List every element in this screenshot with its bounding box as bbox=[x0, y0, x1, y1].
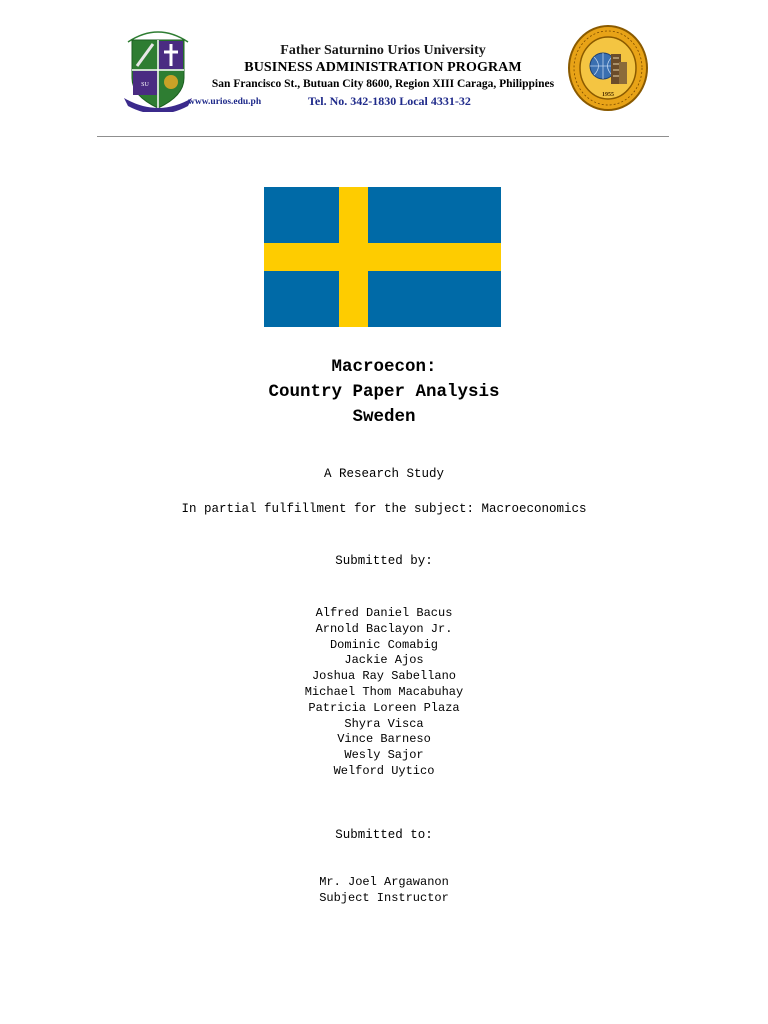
letterhead bbox=[0, 0, 768, 140]
sweden-flag bbox=[264, 187, 501, 327]
instructor-role: Subject Instructor bbox=[319, 890, 449, 905]
title-line-2: Country Paper Analysis bbox=[268, 382, 500, 402]
submitter-name: Shyra Visca bbox=[344, 716, 424, 731]
svg-text:SU: SU bbox=[141, 82, 149, 88]
university-seal-logo bbox=[122, 26, 194, 112]
university-address: San Francisco St., Butuan City 8600, Region XIII Caraga, Philippines bbox=[211, 78, 555, 90]
submitter-name: Vince Barneso bbox=[337, 732, 431, 747]
submitters-list bbox=[0, 606, 768, 780]
submitter-name: Michael Thom Macabuhay bbox=[304, 684, 464, 699]
submitter-name: Patricia Loreen Plaza bbox=[308, 700, 460, 715]
header-divider bbox=[97, 136, 669, 137]
submitted-to-label: Submitted to: bbox=[335, 828, 433, 842]
submitter-name: Arnold Baclayon Jr. bbox=[315, 621, 453, 636]
paper-title bbox=[0, 355, 768, 430]
seal-year: 1955 bbox=[602, 92, 614, 98]
instructor-block bbox=[0, 875, 768, 907]
instructor-name: Mr. Joel Argawanon bbox=[319, 875, 449, 889]
title-line-1: Macroecon: bbox=[331, 357, 437, 377]
website-link[interactable]: www.urios.edu.ph bbox=[188, 97, 262, 107]
submitted-by-label: Submitted by: bbox=[335, 554, 433, 568]
submitter-name: Dominic Comabig bbox=[329, 637, 439, 652]
business-program-seal-logo bbox=[567, 24, 649, 112]
submitter-name: Welford Uytico bbox=[333, 763, 435, 778]
submitter-name: Wesly Sajor bbox=[344, 748, 424, 763]
submitter-name: Joshua Ray Sabellano bbox=[311, 669, 457, 684]
telephone-number: Tel. No. 342-1830 Local 4331-32 bbox=[308, 94, 471, 108]
study-type: A Research Study bbox=[323, 467, 445, 481]
fulfillment-statement: In partial fulfillment for the subject: Macroeconomics bbox=[181, 502, 587, 516]
submitter-name: Jackie Ajos bbox=[344, 653, 424, 668]
submitter-name: Alfred Daniel Bacus bbox=[315, 606, 453, 620]
program-name: BUSINESS ADMINISTRATION PROGRAM bbox=[244, 60, 522, 75]
university-name: Father Saturnino Urios University bbox=[280, 43, 486, 58]
title-line-3: Sweden bbox=[352, 407, 416, 427]
